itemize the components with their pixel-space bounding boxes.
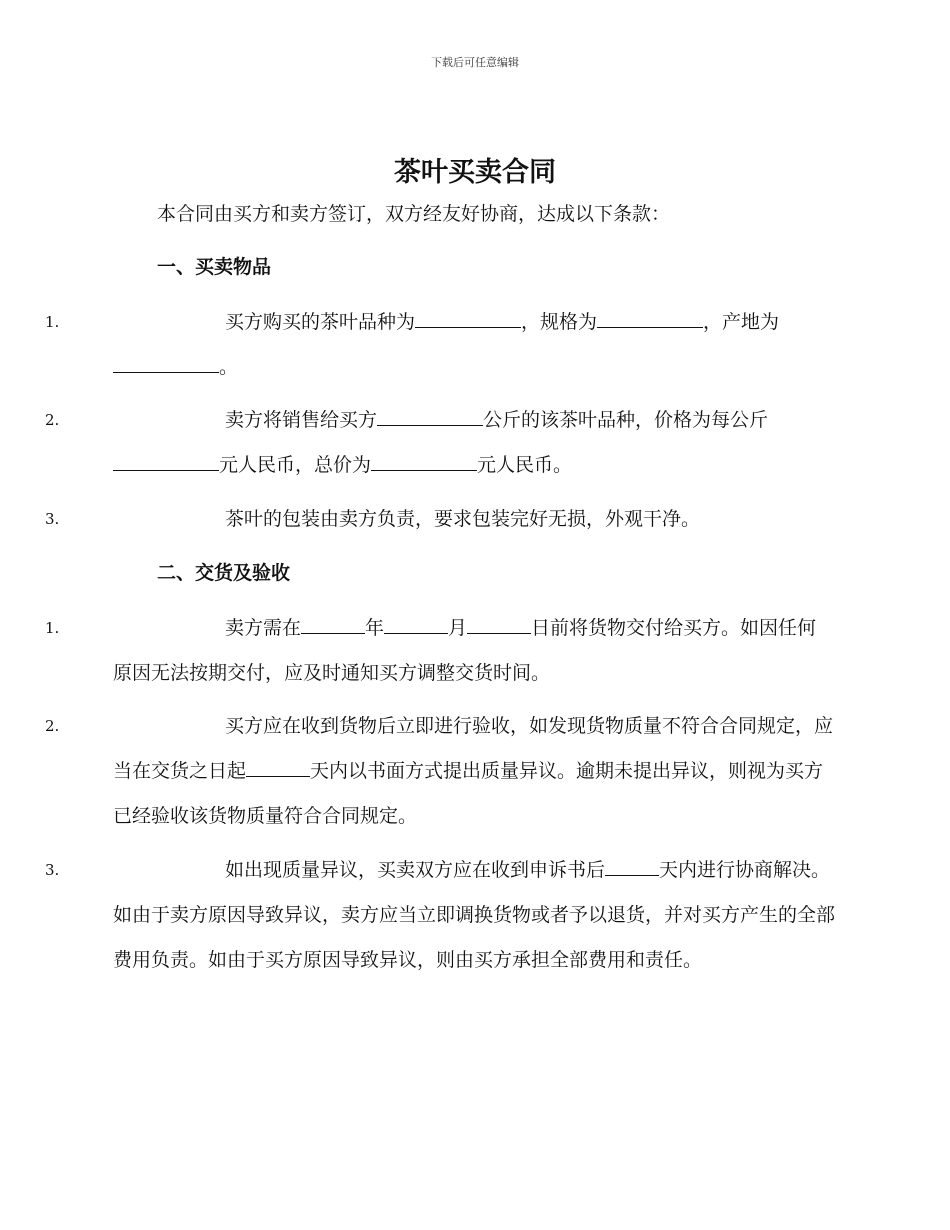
blank-field-quantity[interactable]: [377, 407, 483, 426]
section-heading-delivery: 二、交货及验收: [157, 562, 291, 584]
blank-field-variety[interactable]: [415, 309, 521, 328]
clause-1-2: [45, 398, 835, 488]
clause-text: 如出现质量异议，买卖双方应在收到申诉书后: [225, 859, 606, 881]
blank-field-unit-price[interactable]: [113, 452, 219, 471]
clause-text: 月: [448, 617, 468, 639]
clause-number: 3.: [45, 510, 60, 528]
header-note: 下载后可任意编辑: [431, 56, 519, 69]
intro-paragraph: 本合同由买方和卖方签订，双方经友好协商，达成以下条款：: [157, 203, 671, 225]
clause-number: 1.: [45, 313, 60, 331]
blank-field-total-price[interactable]: [371, 452, 477, 471]
clause-text: 买方应在收到货物后立即进行验收，如发现货物质量不符合合同规定，应当在交货之日起: [113, 715, 834, 782]
clause-text: 。: [219, 356, 239, 378]
clause-text: ，规格为: [521, 311, 598, 333]
clause-number: 1.: [45, 619, 60, 637]
clause-1-3: [45, 497, 835, 542]
blank-field-day[interactable]: [467, 615, 531, 634]
clause-text: ，产地为: [703, 311, 780, 333]
clause-text: 公斤的该茶叶品种，价格为每公斤: [483, 409, 769, 431]
clause-text: 卖方需在: [225, 617, 302, 639]
clause-text: 卖方将销售给买方: [225, 409, 378, 431]
clause-1-1: [45, 300, 835, 390]
clause-2-2: [45, 704, 835, 839]
clause-2-1: [45, 606, 835, 696]
clause-number: 2.: [45, 411, 60, 429]
blank-field-objection-days[interactable]: [246, 758, 310, 777]
clause-text: 年: [365, 617, 385, 639]
clause-2-3: [45, 848, 836, 983]
blank-field-origin[interactable]: [113, 354, 219, 373]
clause-text: 天内以书面方式提出质量异议。逾期未提出异议，则视为买方已经验收该货物质量符合合同规定。: [113, 760, 824, 827]
blank-field-negotiation-days[interactable]: [605, 857, 659, 876]
blank-field-month[interactable]: [384, 615, 448, 634]
document-title: 茶叶买卖合同: [394, 157, 556, 188]
clause-text: 日前将货物交付给买方。如因任何原因无法按期交付，应及时通知买方调整交货时间。: [113, 617, 817, 684]
clause-number: 3.: [45, 861, 60, 879]
section-heading-goods: 一、买卖物品: [157, 256, 272, 278]
clause-text: 元人民币。: [477, 454, 573, 476]
clause-text: 天内进行协商解决。如由于卖方原因导致异议，卖方应当立即调换货物或者予以退货，并对买方产生的全部费用负责。如由于买方原因导致异议，则由买方承担全部费用和责任。: [113, 859, 836, 971]
clause-number: 2.: [45, 717, 60, 735]
clause-text: 元人民币，总价为: [219, 454, 372, 476]
blank-field-spec[interactable]: [597, 309, 703, 328]
blank-field-year[interactable]: [301, 615, 365, 634]
clause-text: 买方购买的茶叶品种为: [225, 311, 416, 333]
clause-text: 茶叶的包装由卖方负责，要求包装完好无损，外观干净。: [225, 508, 701, 530]
